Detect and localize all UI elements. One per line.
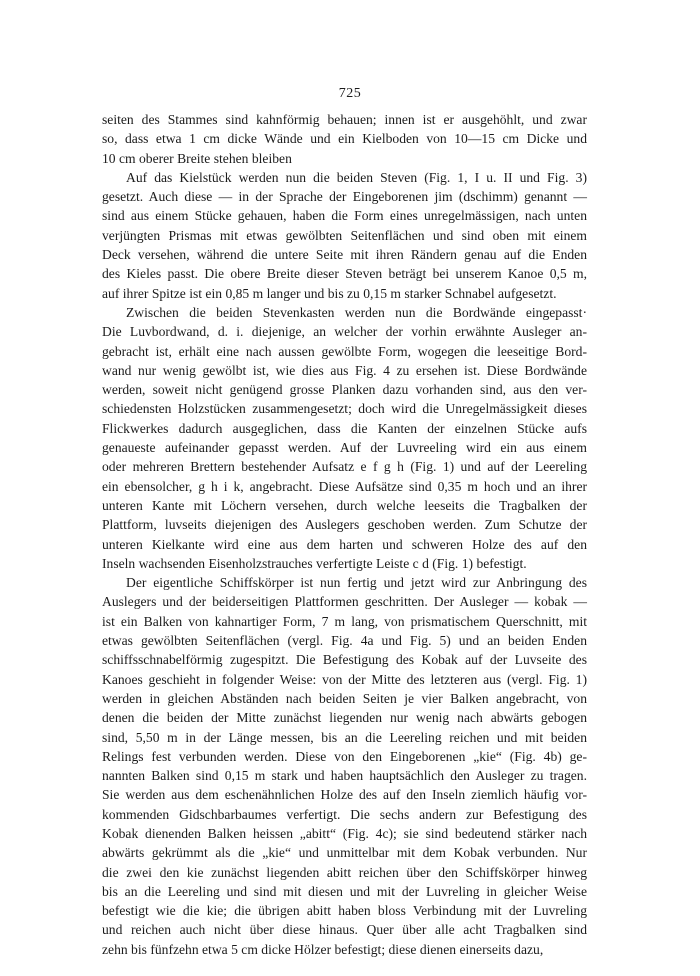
paragraph [102,110,587,168]
text-line: gesetzt. Auch diese — in der Sprache der Eingeborenen jim (dschimm) genannt — [102,189,587,205]
text-line: des Kieles passt. Die obere Breite dieser Steven beträgt bei unserem Kanoe 0,5 m, [102,266,587,282]
text-line: Plattform, luvseits diejenigen des Auslegers geschoben werden. Zum Schutze der [102,517,587,533]
page-number: 725 [338,86,362,101]
text-line: Relings fest verbunden werden. Diese von den Eingeborenen „kie“ (Fig. 4b) ge- [102,748,587,764]
text-line: werden in gleichen Abständen nach beiden Seiten je vier Balken angebracht, von [102,690,587,706]
text-line: verjüngten Prismas mit etwas gewölbten Seitenflächen und sind oben mit einem [102,227,587,243]
text-line: Zwischen die beiden Stevenkasten werden nun die Bordwände eingepasst· [126,304,587,320]
text-line: Sie werden aus dem eschenähnlichen Holze des auf den Inseln ziemlich häufig vor- [102,787,587,803]
text-line: abwärts gekrümmt als die „kie“ und unmittelbar mit dem Kobak verbunden. Nur [102,845,587,861]
text-line: ist ein Balken von kahnartiger Form, 7 m lang, von prismatischem Querschnitt, mit [102,613,587,629]
text-line: ein ebensolcher, g h i k, angebracht. Diese Aufsätze sind 0,35 m hoch und an ihrer [102,478,587,494]
text-line: die zwei den kie zunächst liegenden abitt reichen über den Schiffskörper hinweg [102,864,587,880]
text-line: Auf das Kielstück werden nun die beiden Steven (Fig. 1, I u. II und Fig. 3) [126,169,587,185]
text-line: werden, soweit nicht genügend grosse Planken dazu vorhanden sind, aus den ver- [102,382,587,398]
paragraph [102,303,587,573]
text-line: schiedensten Holzstücken zusammengesetzt; doch wird die Unregelmässigkeit dieses [102,401,587,417]
text-line: Kanoes geschieht in folgender Weise: von der Mitte des letzteren aus (vergl. Fig. 1) [102,671,587,687]
text-line: bis an die Leereling und sind mit diesen und mit der Luvreling in gleicher Weise [102,883,587,899]
text-line: sind, 5,50 m in der Länge messen, bis an die Leereling reichen und mit beiden [102,729,587,745]
paragraph [102,573,587,959]
text-line: Auslegers und der beiderseitigen Plattformen geschritten. Der Ausleger — kobak — [102,594,587,610]
text-line: gebracht ist, erhält eine nach aussen gewölbte Form, wogegen die leeseitige Bord- [102,343,587,359]
text-line: wand nur wenig gewölbt ist, wie dies aus Fig. 4 zu ersehen ist. Diese Bordwände [102,362,587,378]
text-line: nannten Balken sind 0,15 m stark und haben hauptsächlich den Ausleger zu tragen. [102,768,587,784]
text-line: unteren Kielkante wird eine aus dem harten und schweren Holze des auf den [102,536,587,552]
text-line: kommenden Gidschbarbaumes verfertigt. Die sechs andern zur Befestigung des [102,806,587,822]
text-line: so, dass etwa 1 cm dicke Wände und ein Kielboden von 10—15 cm Dicke und [102,131,587,147]
text-line: Inseln wachsenden Eisenholzstrauches verfertigte Leiste c d (Fig. 1) befestigt. [102,555,527,571]
paragraph [102,168,587,303]
text-line: und reichen auch nicht über diese hinaus. Quer über alle acht Tragbalken sind [102,922,587,938]
text-line: 10 cm oberer Breite stehen bleiben [102,150,292,166]
text-line: denen die beiden der Mitte zunächst liegenden nur wenig nach abwärts gebogen [102,710,587,726]
text-line: Die Luvbordwand, d. i. diejenige, an welcher der vorhin erwähnte Ausleger an- [102,324,587,340]
text-line: Deck versehen, während die untere Seite mit ihren Rändern genau auf die Enden [102,247,587,263]
text-line: unteren Kante mit Löchern versehen, durch welche leeseits die Tragbalken der [102,497,587,513]
text-line: oder mehreren Brettern bestehender Aufsatz e f g h (Fig. 1) und auf der Leereling [102,459,587,475]
text-line: seiten des Stammes sind kahnförmig behauen; innen ist er ausgehöhlt, und zwar [102,112,587,127]
text-line: Kobak dienenden Balken heissen „abitt“ (Fig. 4c); sie sind bedeutend stärker nach [102,825,587,841]
text-line: zehn bis fünfzehn etwa 5 cm dicke Hölzer befestigt; diese dienen einerseits dazu, [102,941,544,957]
text-line: befestigt wie die kie; die übrigen abitt haben bloss Verbindung mit der Luvreling [102,903,587,919]
text-line: etwas gewölbten Seitenflächen (vergl. Fig. 4a und Fig. 5) und an beiden Enden [102,633,587,649]
text-line: auf ihrer Spitze ist ein 0,85 m langer und bis zu 0,15 m starker Schnabel aufgesetzt. [102,285,557,301]
body-text [102,110,587,959]
text-line: schiffsschnabelförmig zugespitzt. Die Befestigung des Kobak auf der Luvseite des [102,652,587,668]
text-line: Flickwerkes dadurch ausgeglichen, dass die Kanten der einzelnen Stücke aufs [102,420,587,436]
text-line: Der eigentliche Schiffskörper ist nun fertig und jetzt wird zur Anbringung des [126,575,587,591]
text-line: genaueste aufeinander gepasst werden. Auf der Luvreeling wird ein aus einem [102,440,587,456]
text-line: sind aus einem Stücke gehauen, haben die Form eines unregelmässigen, nach unten [102,208,587,224]
